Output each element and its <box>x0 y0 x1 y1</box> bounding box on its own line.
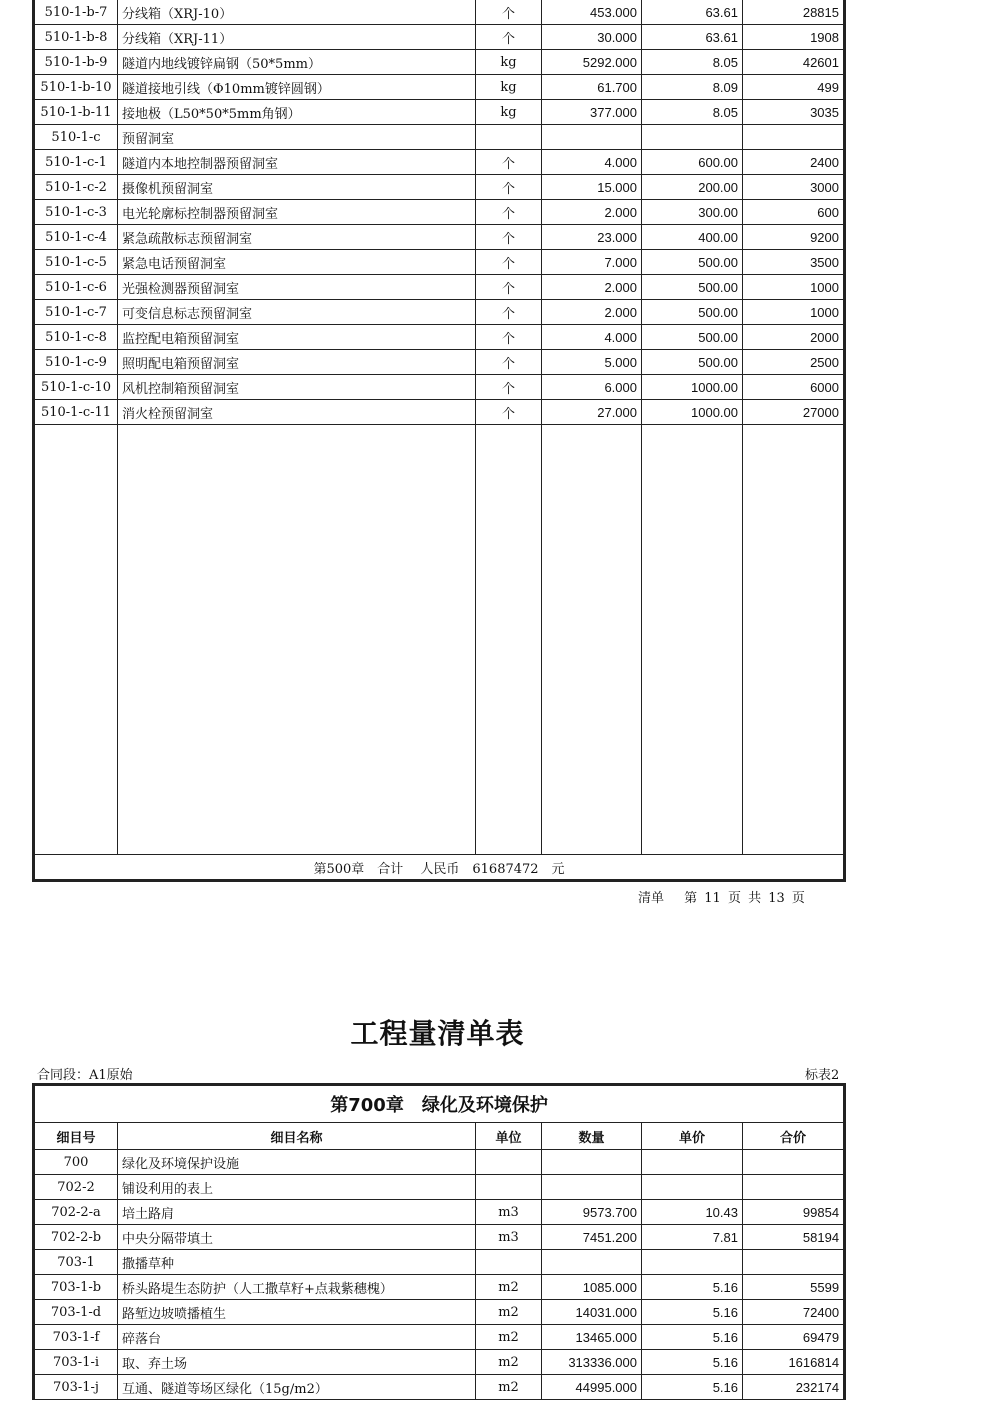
column-header-row <box>35 1123 844 1150</box>
item-code-cell: 510-1-c-3 <box>35 200 118 225</box>
bottom-bill-table <box>34 1085 844 1400</box>
item-unit-cell: 个 <box>476 175 542 200</box>
item-unit-cell: m2 <box>476 1375 542 1400</box>
bottom-table-body <box>35 1150 844 1400</box>
item-code-cell: 510-1-c-6 <box>35 275 118 300</box>
item-total-cell: 1616814 <box>743 1350 844 1375</box>
item-name-cell: 摄像机预留洞室 <box>118 175 476 200</box>
item-code-cell: 510-1-c-7 <box>35 300 118 325</box>
item-name-cell: 桥头路堤生态防护（人工撒草籽+点栽紫穗槐） <box>118 1275 476 1300</box>
table-row <box>35 1375 844 1400</box>
item-code-cell: 510-1-b-9 <box>35 50 118 75</box>
item-name-cell: 风机控制箱预留洞室 <box>118 375 476 400</box>
item-unit-price-cell <box>642 1175 743 1200</box>
item-quantity-cell: 4.000 <box>542 325 642 350</box>
item-quantity-cell <box>542 1175 642 1200</box>
table-row <box>35 400 844 425</box>
table-row <box>35 25 844 50</box>
item-quantity-cell: 377.000 <box>542 100 642 125</box>
item-unit-price-cell: 5.16 <box>642 1350 743 1375</box>
item-total-cell <box>743 125 844 150</box>
item-total-cell: 69479 <box>743 1325 844 1350</box>
item-unit-price-cell: 1000.00 <box>642 400 743 425</box>
item-unit-price-cell: 63.61 <box>642 0 743 25</box>
item-code-cell: 703-1-i <box>35 1350 118 1375</box>
item-total-cell: 99854 <box>743 1200 844 1225</box>
table-row <box>35 1350 844 1375</box>
table-row <box>35 1275 844 1300</box>
table-row <box>35 1250 844 1275</box>
item-unit-cell: 个 <box>476 400 542 425</box>
item-quantity-cell: 6.000 <box>542 375 642 400</box>
item-name-cell: 互通、隧道等场区绿化（15g/m2） <box>118 1375 476 1400</box>
bottom-table-frame <box>32 1083 846 1400</box>
item-code-cell: 510-1-c-9 <box>35 350 118 375</box>
item-total-cell: 1000 <box>743 300 844 325</box>
item-total-cell: 27000 <box>743 400 844 425</box>
item-name-cell: 光强检测器预留洞室 <box>118 275 476 300</box>
item-unit-price-cell <box>642 1150 743 1175</box>
top-table-frame <box>32 0 846 882</box>
item-unit-price-cell: 5.16 <box>642 1375 743 1400</box>
item-total-cell: 6000 <box>743 375 844 400</box>
item-unit-price-cell: 5.16 <box>642 1275 743 1300</box>
item-name-cell: 消火栓预留洞室 <box>118 400 476 425</box>
item-name-cell: 隧道内地线镀锌扁钢（50*5mm） <box>118 50 476 75</box>
table-row <box>35 250 844 275</box>
item-code-cell: 702-2 <box>35 1175 118 1200</box>
table-row <box>35 225 844 250</box>
item-unit-cell: m3 <box>476 1200 542 1225</box>
item-unit-cell <box>476 1250 542 1275</box>
item-code-cell: 510-1-b-10 <box>35 75 118 100</box>
item-code-cell: 703-1-f <box>35 1325 118 1350</box>
table-row <box>35 75 844 100</box>
item-unit-cell: kg <box>476 75 542 100</box>
item-unit-price-cell: 200.00 <box>642 175 743 200</box>
item-unit-price-cell: 63.61 <box>642 25 743 50</box>
table-row <box>35 100 844 125</box>
item-quantity-cell: 2.000 <box>542 200 642 225</box>
header-price: 单价 <box>642 1123 743 1150</box>
item-unit-cell: kg <box>476 50 542 75</box>
item-code-cell: 510-1-c-10 <box>35 375 118 400</box>
item-total-cell: 499 <box>743 75 844 100</box>
item-unit-price-cell: 1000.00 <box>642 375 743 400</box>
item-unit-cell: 个 <box>476 225 542 250</box>
item-total-cell: 2400 <box>743 150 844 175</box>
item-name-cell: 绿化及环境保护设施 <box>118 1150 476 1175</box>
item-code-cell: 703-1 <box>35 1250 118 1275</box>
item-quantity-cell <box>542 1250 642 1275</box>
contract-section-label: 合同段：A1原始 <box>37 1068 133 1083</box>
item-unit-cell: m2 <box>476 1300 542 1325</box>
item-unit-cell: m3 <box>476 1225 542 1250</box>
item-name-cell: 预留洞室 <box>118 125 476 150</box>
item-total-cell: 9200 <box>743 225 844 250</box>
item-quantity-cell: 313336.000 <box>542 1350 642 1375</box>
chapter-total-row <box>35 855 844 880</box>
item-quantity-cell: 15.000 <box>542 175 642 200</box>
item-quantity-cell: 14031.000 <box>542 1300 642 1325</box>
item-code-cell: 702-2-b <box>35 1225 118 1250</box>
item-quantity-cell: 27.000 <box>542 400 642 425</box>
item-code-cell: 703-1-j <box>35 1375 118 1400</box>
item-total-cell <box>743 1150 844 1175</box>
chapter-total: 第500章 合计 人民币 61687472 元 <box>35 855 844 880</box>
item-total-cell: 28815 <box>743 0 844 25</box>
item-code-cell: 510-1-b-11 <box>35 100 118 125</box>
chapter-header-row <box>35 1086 844 1123</box>
item-name-cell: 分线箱（XRJ-11） <box>118 25 476 50</box>
table-row <box>35 275 844 300</box>
item-quantity-cell: 1085.000 <box>542 1275 642 1300</box>
item-total-cell: 5599 <box>743 1275 844 1300</box>
item-unit-price-cell: 500.00 <box>642 300 743 325</box>
table-row <box>35 1150 844 1175</box>
item-name-cell: 碎落台 <box>118 1325 476 1350</box>
page-counter: 清单 第 11 页 共 13 页 <box>638 891 805 906</box>
item-unit-price-cell: 600.00 <box>642 150 743 175</box>
item-unit-cell: 个 <box>476 375 542 400</box>
table-row <box>35 1325 844 1350</box>
item-unit-cell: 个 <box>476 300 542 325</box>
item-name-cell: 紧急电话预留洞室 <box>118 250 476 275</box>
item-name-cell: 分线箱（XRJ-10） <box>118 0 476 25</box>
header-name: 细目名称 <box>118 1123 476 1150</box>
item-total-cell: 58194 <box>743 1225 844 1250</box>
item-name-cell: 电光轮廓标控制器预留洞室 <box>118 200 476 225</box>
item-unit-cell: m2 <box>476 1350 542 1375</box>
document-title: 工程量清单表 <box>350 1017 525 1050</box>
item-unit-price-cell: 500.00 <box>642 350 743 375</box>
table-row <box>35 200 844 225</box>
item-code-cell: 703-1-b <box>35 1275 118 1300</box>
item-quantity-cell: 2.000 <box>542 300 642 325</box>
chapter-title: 第700章 绿化及环境保护 <box>35 1086 844 1123</box>
item-unit-cell: m2 <box>476 1275 542 1300</box>
item-quantity-cell: 5.000 <box>542 350 642 375</box>
item-quantity-cell: 23.000 <box>542 225 642 250</box>
item-code-cell: 702-2-a <box>35 1200 118 1225</box>
item-unit-price-cell: 400.00 <box>642 225 743 250</box>
item-quantity-cell <box>542 125 642 150</box>
item-unit-price-cell: 5.16 <box>642 1325 743 1350</box>
item-unit-cell: 个 <box>476 150 542 175</box>
item-code-cell: 510-1-c-11 <box>35 400 118 425</box>
item-unit-cell <box>476 125 542 150</box>
item-quantity-cell: 7.000 <box>542 250 642 275</box>
table-row <box>35 50 844 75</box>
item-total-cell: 72400 <box>743 1300 844 1325</box>
item-code-cell: 510-1-b-7 <box>35 0 118 25</box>
item-code-cell: 510-1-c <box>35 125 118 150</box>
item-quantity-cell <box>542 1150 642 1175</box>
item-unit-cell: m2 <box>476 1325 542 1350</box>
item-code-cell: 700 <box>35 1150 118 1175</box>
item-name-cell: 紧急疏散标志预留洞室 <box>118 225 476 250</box>
top-bill-table <box>34 0 844 880</box>
item-total-cell: 2000 <box>743 325 844 350</box>
item-total-cell: 1908 <box>743 25 844 50</box>
item-quantity-cell: 4.000 <box>542 150 642 175</box>
item-quantity-cell: 2.000 <box>542 275 642 300</box>
top-table-body <box>35 0 844 425</box>
item-name-cell: 接地极（L50*50*5mm角钢） <box>118 100 476 125</box>
item-total-cell: 3500 <box>743 250 844 275</box>
item-quantity-cell: 30.000 <box>542 25 642 50</box>
item-code-cell: 510-1-c-4 <box>35 225 118 250</box>
item-total-cell: 42601 <box>743 50 844 75</box>
item-unit-price-cell <box>642 1250 743 1275</box>
item-unit-price-cell: 300.00 <box>642 200 743 225</box>
item-unit-cell: kg <box>476 100 542 125</box>
item-unit-cell: 个 <box>476 250 542 275</box>
item-code-cell: 510-1-c-2 <box>35 175 118 200</box>
item-unit-price-cell: 7.81 <box>642 1225 743 1250</box>
item-name-cell: 隧道接地引线（Φ10mm镀锌圆钢） <box>118 75 476 100</box>
item-quantity-cell: 453.000 <box>542 0 642 25</box>
item-code-cell: 703-1-d <box>35 1300 118 1325</box>
table-row <box>35 375 844 400</box>
table-row <box>35 125 844 150</box>
item-name-cell: 可变信息标志预留洞室 <box>118 300 476 325</box>
item-unit-price-cell: 8.05 <box>642 50 743 75</box>
item-unit-price-cell: 5.16 <box>642 1300 743 1325</box>
item-unit-cell <box>476 1175 542 1200</box>
item-quantity-cell: 61.700 <box>542 75 642 100</box>
table-row <box>35 0 844 25</box>
item-code-cell: 510-1-c-5 <box>35 250 118 275</box>
table-row <box>35 1175 844 1200</box>
item-unit-price-cell <box>642 125 743 150</box>
table-row <box>35 300 844 325</box>
table-row <box>35 1300 844 1325</box>
table-row <box>35 1200 844 1225</box>
table-row <box>35 325 844 350</box>
item-code-cell: 510-1-b-8 <box>35 25 118 50</box>
item-unit-cell: 个 <box>476 0 542 25</box>
item-name-cell: 路堑边坡喷播植生 <box>118 1300 476 1325</box>
item-unit-price-cell: 500.00 <box>642 275 743 300</box>
item-total-cell <box>743 1250 844 1275</box>
item-total-cell: 3035 <box>743 100 844 125</box>
item-name-cell: 隧道内本地控制器预留洞室 <box>118 150 476 175</box>
item-quantity-cell: 5292.000 <box>542 50 642 75</box>
header-total: 合价 <box>743 1123 844 1150</box>
item-unit-price-cell: 500.00 <box>642 325 743 350</box>
item-name-cell: 监控配电箱预留洞室 <box>118 325 476 350</box>
table-row <box>35 1225 844 1250</box>
item-unit-cell: 个 <box>476 325 542 350</box>
item-total-cell: 1000 <box>743 275 844 300</box>
item-name-cell: 铺设利用的表上 <box>118 1175 476 1200</box>
item-total-cell: 3000 <box>743 175 844 200</box>
item-name-cell: 照明配电箱预留洞室 <box>118 350 476 375</box>
header-qty: 数量 <box>542 1123 642 1150</box>
item-unit-price-cell: 10.43 <box>642 1200 743 1225</box>
item-unit-cell <box>476 1150 542 1175</box>
item-quantity-cell: 9573.700 <box>542 1200 642 1225</box>
item-total-cell: 600 <box>743 200 844 225</box>
header-unit: 单位 <box>476 1123 542 1150</box>
item-unit-price-cell: 8.09 <box>642 75 743 100</box>
item-unit-price-cell: 8.05 <box>642 100 743 125</box>
item-unit-cell: 个 <box>476 25 542 50</box>
item-name-cell: 取、弃土场 <box>118 1350 476 1375</box>
item-total-cell: 232174 <box>743 1375 844 1400</box>
item-quantity-cell: 7451.200 <box>542 1225 642 1250</box>
table-row <box>35 175 844 200</box>
blank-filler-row <box>35 425 844 855</box>
item-unit-price-cell: 500.00 <box>642 250 743 275</box>
item-total-cell <box>743 1175 844 1200</box>
item-unit-cell: 个 <box>476 200 542 225</box>
sheet-number-label: 标表2 <box>805 1068 840 1083</box>
item-quantity-cell: 13465.000 <box>542 1325 642 1350</box>
table-row <box>35 350 844 375</box>
header-code: 细目号 <box>35 1123 118 1150</box>
table-row <box>35 150 844 175</box>
item-quantity-cell: 44995.000 <box>542 1375 642 1400</box>
item-code-cell: 510-1-c-8 <box>35 325 118 350</box>
item-name-cell: 培土路肩 <box>118 1200 476 1225</box>
item-total-cell: 2500 <box>743 350 844 375</box>
item-code-cell: 510-1-c-1 <box>35 150 118 175</box>
item-unit-cell: 个 <box>476 275 542 300</box>
item-name-cell: 中央分隔带填土 <box>118 1225 476 1250</box>
item-name-cell: 撒播草种 <box>118 1250 476 1275</box>
item-unit-cell: 个 <box>476 350 542 375</box>
